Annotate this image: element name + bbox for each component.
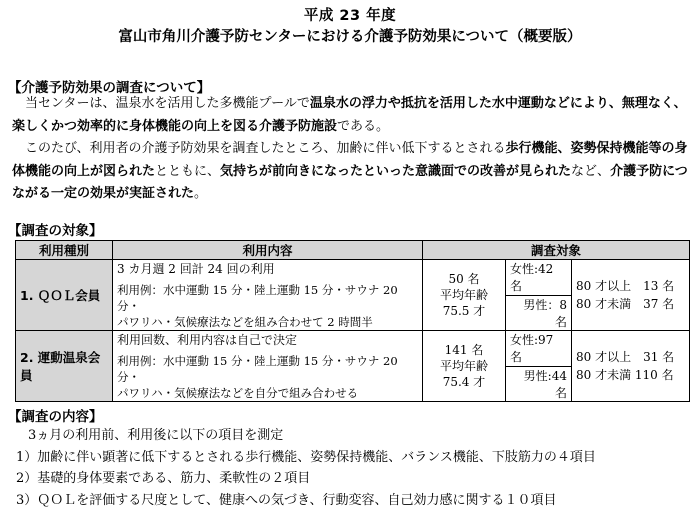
text-span: など、: [571, 163, 611, 179]
usage-content-cell: [113, 331, 423, 402]
average-age: 75.4 才: [442, 375, 486, 389]
female-count-cell: 女性:97 名: [506, 331, 572, 367]
bold-span: 温泉水の浮力や抵抗を活用した水中運動などにより、無理なく、楽しくかつ効率的に身体機能の向上を図る介護予防施設: [12, 96, 687, 134]
document-year: 平成 23 年度: [303, 8, 397, 24]
table-row: [16, 331, 690, 367]
survey-target-table: [15, 240, 690, 402]
list-item: 1）加齢に伴い顕著に低下するとされる歩行機能、姿勢保持機能、バランス機能、下肢筋力の４項目: [16, 449, 596, 465]
text-span: 当センターは、温泉水を活用した多機能プールで: [25, 96, 310, 111]
age-breakdown-cell: [572, 331, 690, 402]
participant-count-cell: [423, 260, 506, 331]
age-over-80: 80 才以上 31 名: [576, 350, 675, 364]
paragraph-results: [12, 138, 694, 206]
average-age-label: 平均年齢: [439, 359, 488, 373]
bold-span: 介護予防につながる一定の効果が実証された: [12, 163, 688, 201]
text-span: このたび、利用者の介護予防効果を調査したところ、加齢に伴い低下するとされる: [25, 141, 506, 156]
user-type-cell: 1. ＱＯＬ会員: [16, 260, 113, 331]
bold-span: 歩行機能、姿勢保持機能等の身体機能の向上が図られた: [12, 141, 688, 179]
survey-about-text: [12, 93, 694, 206]
participant-count: 50 名: [448, 272, 480, 286]
age-over-80: 80 才以上 13 名: [576, 279, 675, 293]
usage-summary: 3 カ月週 2 回計 24 回の利用: [117, 262, 275, 276]
usage-example-line: 利用例：水中運動 15 分・陸上運動 15 分・サウナ 20 分・: [117, 354, 398, 384]
usage-example-line: パワリハ・気候療法などを組み合わせて 2 時間半: [117, 315, 373, 329]
table-header-row: [16, 241, 690, 260]
user-type-cell: 2. 運動温泉会員: [16, 331, 113, 402]
text-span: とともに、: [155, 163, 221, 179]
text-span: である。: [337, 118, 390, 134]
section-heading-survey-target: 【調査の対象】: [8, 223, 103, 239]
usage-example-line: 利用例：水中運動 15 分・陸上運動 15 分・サウナ 20 分・: [117, 283, 398, 313]
age-under-80: 80 才未満 110 名: [576, 368, 674, 382]
bold-span: 気持ちが前向きになったといった意識面での改善が見られた: [220, 163, 572, 179]
age-under-80: 80 才未満 37 名: [576, 297, 675, 311]
column-header: 利用内容: [113, 241, 423, 260]
column-header: 利用種別: [16, 241, 113, 260]
female-count-cell: 女性:42 名: [506, 260, 572, 296]
table-row: [16, 260, 690, 296]
participant-count-cell: [423, 331, 506, 402]
section-heading-survey-content: 【調査の内容】: [8, 409, 103, 425]
survey-content-intro: 3ヵ月の利用前、利用後に以下の項目を測定: [28, 428, 284, 443]
paragraph-facility: [12, 93, 694, 138]
average-age: 75.5 才: [442, 304, 486, 318]
column-header: 調査対象: [423, 241, 690, 260]
usage-summary: 利用回数、利用内容は自己で決定: [117, 333, 298, 347]
participant-count: 141 名: [444, 343, 484, 357]
average-age-label: 平均年齢: [439, 288, 488, 302]
document-title: 富山市角川介護予防センターにおける介護予防効果について（概要版）: [118, 29, 582, 45]
male-count-cell: 男性:44 名: [506, 366, 572, 402]
list-item: 3）ＱＯＬを評価する尺度として、健康への気づき、行動変容、自己効力感に関する１０項目: [16, 492, 557, 508]
male-count-cell: 男性：8 名: [506, 295, 572, 331]
age-breakdown-cell: [572, 260, 690, 331]
list-item: 2）基礎的身体要素である、筋力、柔軟性の２項目: [16, 471, 311, 486]
usage-example-line: パワリハ・気候療法などを自分で組み合わせる: [117, 386, 359, 400]
section-heading-survey-about: 【介護予防効果の調査について】: [8, 80, 211, 96]
survey-content-list: [12, 425, 694, 511]
usage-content-cell: [113, 260, 423, 331]
text-span: 。: [194, 186, 208, 201]
